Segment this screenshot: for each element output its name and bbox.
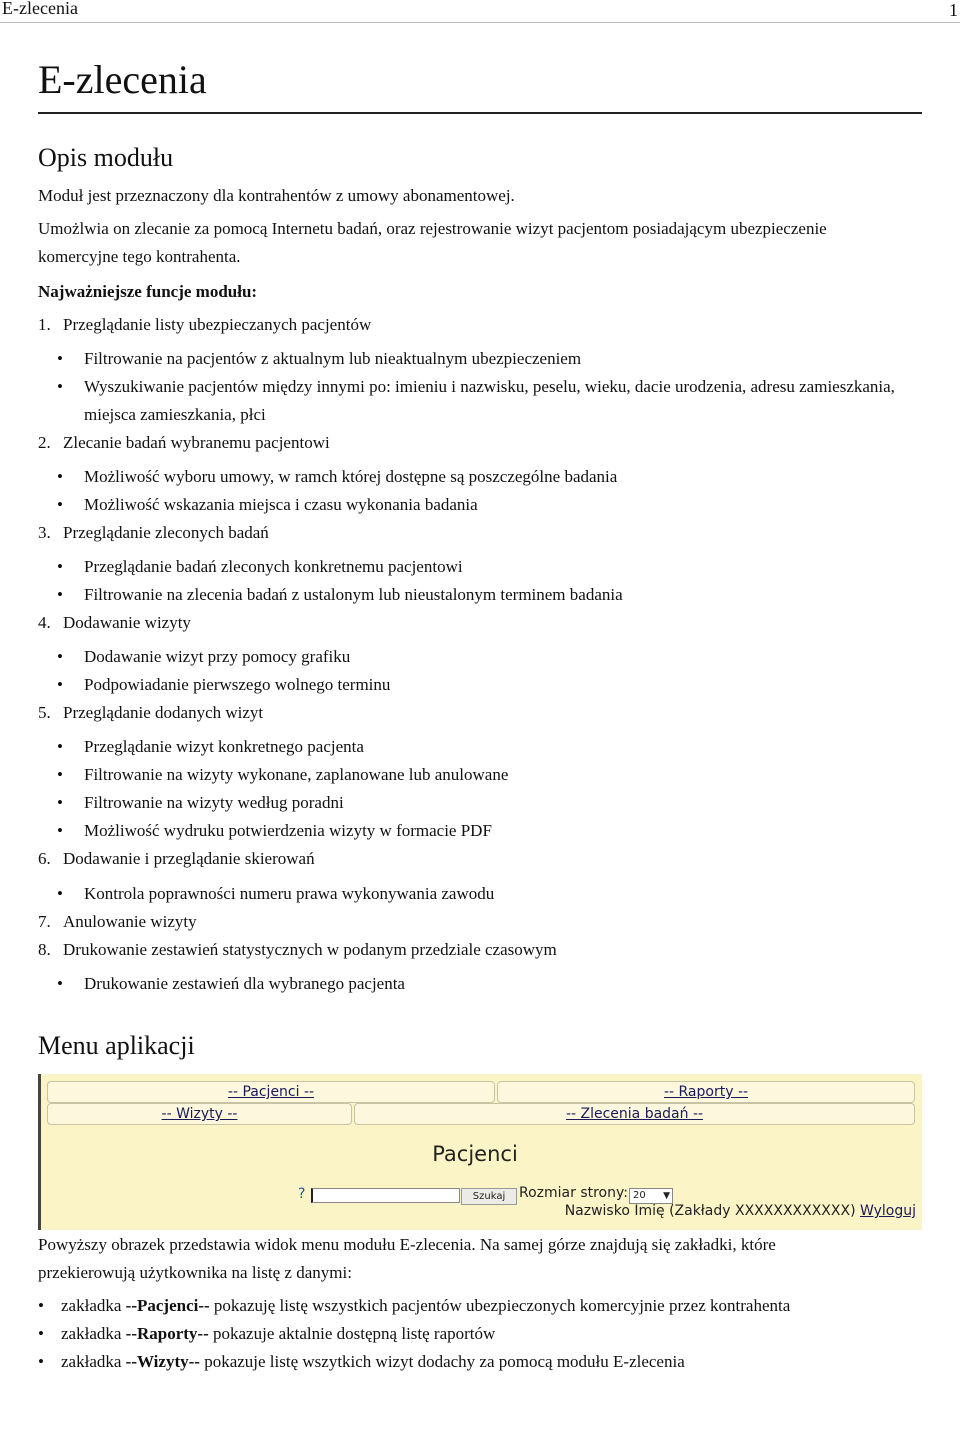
item-bold: --Raporty-- — [125, 1324, 209, 1343]
list-item — [38, 429, 330, 457]
item-text: Przeglądanie listy ubezpieczanych pacjentów — [63, 315, 372, 334]
tab-pacjenci[interactable]: -- Pacjenci -- — [47, 1081, 495, 1103]
list-item — [57, 581, 907, 609]
section-heading-menu: Menu aplikacji — [38, 1031, 195, 1060]
help-icon[interactable]: ? — [298, 1186, 306, 1202]
list-item — [38, 1320, 922, 1348]
bullet-icon: • — [57, 974, 63, 993]
list-item — [57, 880, 907, 908]
list-item — [57, 345, 907, 373]
bullet-icon: • — [38, 1324, 44, 1343]
list-item — [57, 817, 907, 845]
bullet-icon: • — [57, 821, 63, 840]
user-info: Nazwisko Imię (Zakłady XXXXXXXXXXXX) — [564, 1203, 856, 1219]
logout-link[interactable]: Wyloguj — [860, 1203, 916, 1219]
item-text: Filtrowanie na wizyty według poradni — [84, 793, 344, 812]
bullet-icon: • — [57, 377, 63, 396]
page-header — [0, 0, 960, 23]
item-number: 6. — [38, 849, 51, 868]
bullet-icon: • — [57, 675, 63, 694]
list-item — [57, 553, 907, 581]
item-text: Drukowanie zestawień dla wybranego pacjenta — [84, 974, 405, 993]
item-text: Filtrowanie na pacjentów z aktualnym lub nieaktualnym ubezpieczeniem — [84, 349, 582, 368]
user-info-line — [565, 1203, 916, 1219]
item-text: Dodawanie wizyt przy pomocy grafiku — [84, 647, 351, 666]
list-item — [38, 1292, 922, 1320]
item-text: Przeglądanie zleconych badań — [63, 523, 269, 542]
bullet-icon: • — [57, 765, 63, 784]
item-number: 2. — [38, 433, 51, 452]
item-rest: pokazuje listę wszytkich wizyt dodachy za pomocą modułu E-zlecenia — [199, 1352, 685, 1371]
item-text: Anulowanie wizyty — [63, 912, 197, 931]
bullet-icon: • — [57, 884, 63, 903]
item-number: 4. — [38, 613, 51, 632]
page-size-value: 20 — [633, 1190, 646, 1201]
list-item — [57, 643, 907, 671]
page-title: E-zlecenia — [38, 56, 922, 114]
item-text: Możliwość wydruku potwierdzenia wizyty w formacie PDF — [84, 821, 492, 840]
item-text: Możliwość wskazania miejsca i czasu wykonania badania — [84, 495, 478, 514]
list-item — [57, 373, 907, 429]
list-item — [38, 519, 269, 547]
bullet-icon: • — [57, 467, 63, 486]
item-rest: pokazuję listę wszystkich pacjentów ubezpieczonych komercyjnie przez kontrahenta — [209, 1296, 791, 1315]
list-item — [38, 908, 197, 936]
item-text: Możliwość wyboru umowy, w ramch której dostępne są poszczególne badania — [84, 467, 618, 486]
functions-heading: Najważniejsze funcje modułu: — [38, 282, 258, 301]
list-item — [57, 491, 907, 519]
chevron-down-icon: ▼ — [663, 1191, 670, 1201]
item-text: Dodawanie i przeglądanie skierowań — [63, 849, 315, 868]
list-item — [57, 970, 907, 998]
list-item — [57, 733, 907, 761]
bullet-icon: • — [38, 1296, 44, 1315]
bullet-icon: • — [57, 647, 63, 666]
item-number: 8. — [38, 940, 51, 959]
menu-desc-line1: Powyższy obrazek przedstawia widok menu modułu E-zlecenia. Na samej górze znajdują się zakładki, które — [38, 1235, 776, 1254]
item-text: Filtrowanie na wizyty wykonane, zaplanowane lub anulowane — [84, 765, 509, 784]
bullet-icon: • — [38, 1352, 44, 1371]
tab-raporty[interactable]: -- Raporty -- — [497, 1081, 915, 1103]
item-text: Filtrowanie na zlecenia badań z ustalonym lub nieustalonym terminem badania — [84, 585, 623, 604]
item-prefix: zakładka — [61, 1352, 126, 1371]
item-text: Przeglądanie wizyt konkretnego pacjenta — [84, 737, 364, 756]
menu-desc-line2: przekierowują użytkownika na listę z danymi: — [38, 1263, 352, 1282]
item-text: Dodawanie wizyty — [63, 613, 191, 632]
list-item — [57, 671, 907, 699]
item-prefix: zakładka — [61, 1296, 126, 1315]
list-item — [57, 463, 907, 491]
list-item — [38, 936, 557, 964]
item-text: Wyszukiwanie pacjentów między innymi po: imieniu i nazwisku, peselu, wieku, dacie urodzenia, adresu zamieszkania, miejsca zamieszkania, płci — [84, 377, 895, 424]
bullet-icon: • — [57, 495, 63, 514]
search-button[interactable]: Szukaj — [461, 1188, 517, 1205]
paragraph-desc-line2: komercyjne tego kontrahenta. — [38, 247, 241, 266]
item-text: Zlecanie badań wybranemu pacjentowi — [63, 433, 330, 452]
bullet-icon: • — [57, 793, 63, 812]
app-page-title: Pacjenci — [432, 1142, 518, 1166]
item-rest: pokazuje aktalnie dostępną listę raportów — [208, 1324, 496, 1343]
page-size-label: Rozmiar strony: — [519, 1185, 628, 1201]
bullet-icon: • — [57, 585, 63, 604]
paragraph-intro: Moduł jest przeznaczony dla kontrahentów z umowy abonamentowej. — [38, 186, 515, 205]
item-text: Przeglądanie dodanych wizyt — [63, 703, 264, 722]
item-number: 3. — [38, 523, 51, 542]
item-number: 7. — [38, 912, 51, 931]
item-bold: --Wizyty-- — [125, 1352, 200, 1371]
item-bold: --Pacjenci-- — [125, 1296, 210, 1315]
list-item — [38, 845, 315, 873]
header-title: E-zlecenia — [2, 0, 78, 18]
list-item — [38, 1348, 922, 1376]
paragraph-desc-line1: Umożlwia on zlecanie za pomocą Internetu badań, oraz rejestrowanie wizyt pacjentom posiadającym ubezpieczenie — [38, 219, 827, 238]
item-text: Kontrola poprawności numeru prawa wykonywania zawodu — [84, 884, 495, 903]
list-item — [57, 789, 907, 817]
list-item — [38, 609, 191, 637]
page-number: 1 — [949, 0, 958, 20]
item-text: Przeglądanie badań zleconych konkretnemu pacjentowi — [84, 557, 463, 576]
item-number: 1. — [38, 315, 51, 334]
search-input[interactable] — [311, 1188, 460, 1203]
bullet-icon: • — [57, 349, 63, 368]
list-item — [38, 311, 371, 339]
list-item — [38, 699, 263, 727]
list-item — [57, 761, 907, 789]
app-menu-screenshot — [38, 1074, 922, 1230]
bullet-icon: • — [57, 737, 63, 756]
tab-zlecenia-badan[interactable]: -- Zlecenia badań -- — [354, 1103, 915, 1125]
item-text: Podpowiadanie pierwszego wolnego terminu — [84, 675, 391, 694]
item-prefix: zakładka — [61, 1324, 126, 1343]
item-text: Drukowanie zestawień statystycznych w podanym przedziale czasowym — [63, 940, 557, 959]
tab-wizyty[interactable]: -- Wizyty -- — [47, 1103, 352, 1125]
section-heading-opis: Opis modułu — [38, 143, 174, 172]
bullet-icon: • — [57, 557, 63, 576]
item-number: 5. — [38, 703, 51, 722]
page-size-select[interactable] — [629, 1188, 673, 1204]
